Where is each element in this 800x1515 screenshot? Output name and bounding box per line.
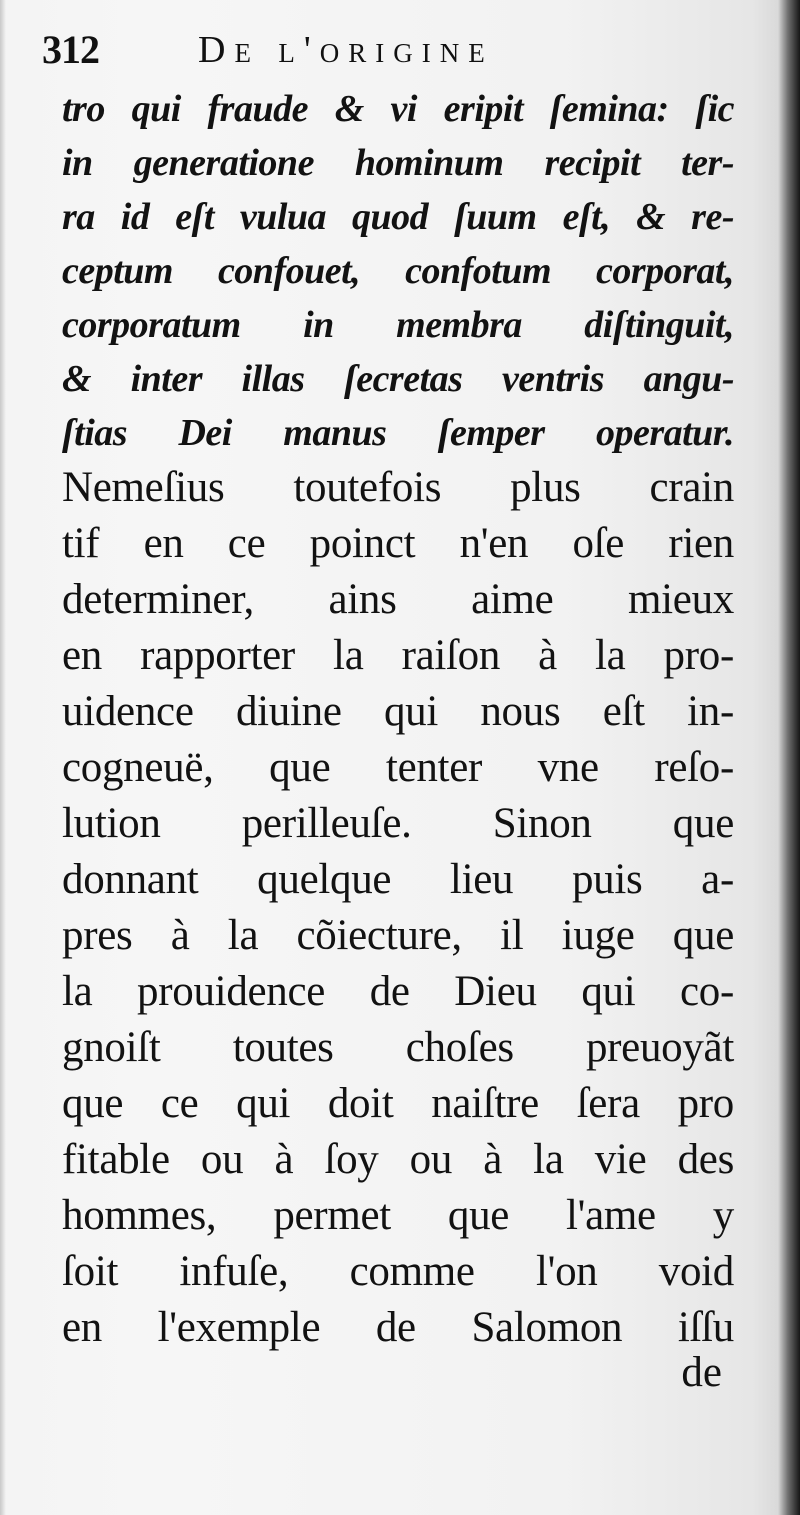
text-line: ſtias Dei manus ſemper operatur. bbox=[62, 412, 734, 454]
text-line: & inter illas ſecretas ventris angu- bbox=[62, 358, 734, 400]
text-line: cogneuë, que tenter vne reſo- bbox=[62, 744, 734, 791]
page-header bbox=[42, 18, 742, 78]
text-line: tro qui fraude & vi eripit ſemina: ſic bbox=[62, 88, 734, 130]
text-line: lution perilleuſe. Sinon que bbox=[62, 800, 734, 847]
text-line: pres à la cõiecture, il iuge que bbox=[62, 912, 734, 959]
catchword: de bbox=[681, 1349, 722, 1396]
text-line: en l'exemple de Salomon iſſu bbox=[62, 1304, 734, 1351]
text-line: donnant quelque lieu puis a- bbox=[62, 856, 734, 903]
text-line: corporatum in membra diſtinguit, bbox=[62, 304, 734, 346]
text-line: fitable ou à ſoy ou à la vie des bbox=[62, 1136, 734, 1183]
text-line: uidence diuine qui nous eſt in- bbox=[62, 688, 734, 735]
text-line: determiner, ains aime mieux bbox=[62, 576, 734, 623]
french-paragraph bbox=[62, 460, 742, 1356]
text-line: en rapporter la raiſon à la pro- bbox=[62, 632, 734, 679]
page-edge-shadow bbox=[778, 0, 800, 1515]
text-line: ra id eſt vulua quod ſuum eſt, & re- bbox=[62, 196, 734, 238]
text-line: ceptum confouet, confotum corporat, bbox=[62, 250, 734, 292]
running-head: De l'origine bbox=[198, 29, 494, 71]
latin-quotation bbox=[62, 82, 742, 460]
text-line: que ce qui doit naiſtre ſera pro bbox=[62, 1080, 734, 1127]
text-line: hommes, permet que l'ame y bbox=[62, 1192, 734, 1239]
page-gutter-shadow bbox=[0, 0, 6, 1515]
text-line: tif en ce poinct n'en oſe rien bbox=[62, 520, 734, 567]
text-line: in generatione hominum recipit ter- bbox=[62, 142, 734, 184]
text-line: ſoit infuſe, comme l'on void bbox=[62, 1248, 734, 1295]
text-line: la prouidence de Dieu qui co- bbox=[62, 968, 734, 1015]
text-line: gnoiſt toutes choſes preuoyãt bbox=[62, 1024, 734, 1071]
text-line: Nemeſius toutefois plus crain bbox=[62, 464, 734, 511]
body-text bbox=[62, 82, 742, 1356]
page-number: 312 bbox=[42, 27, 99, 72]
